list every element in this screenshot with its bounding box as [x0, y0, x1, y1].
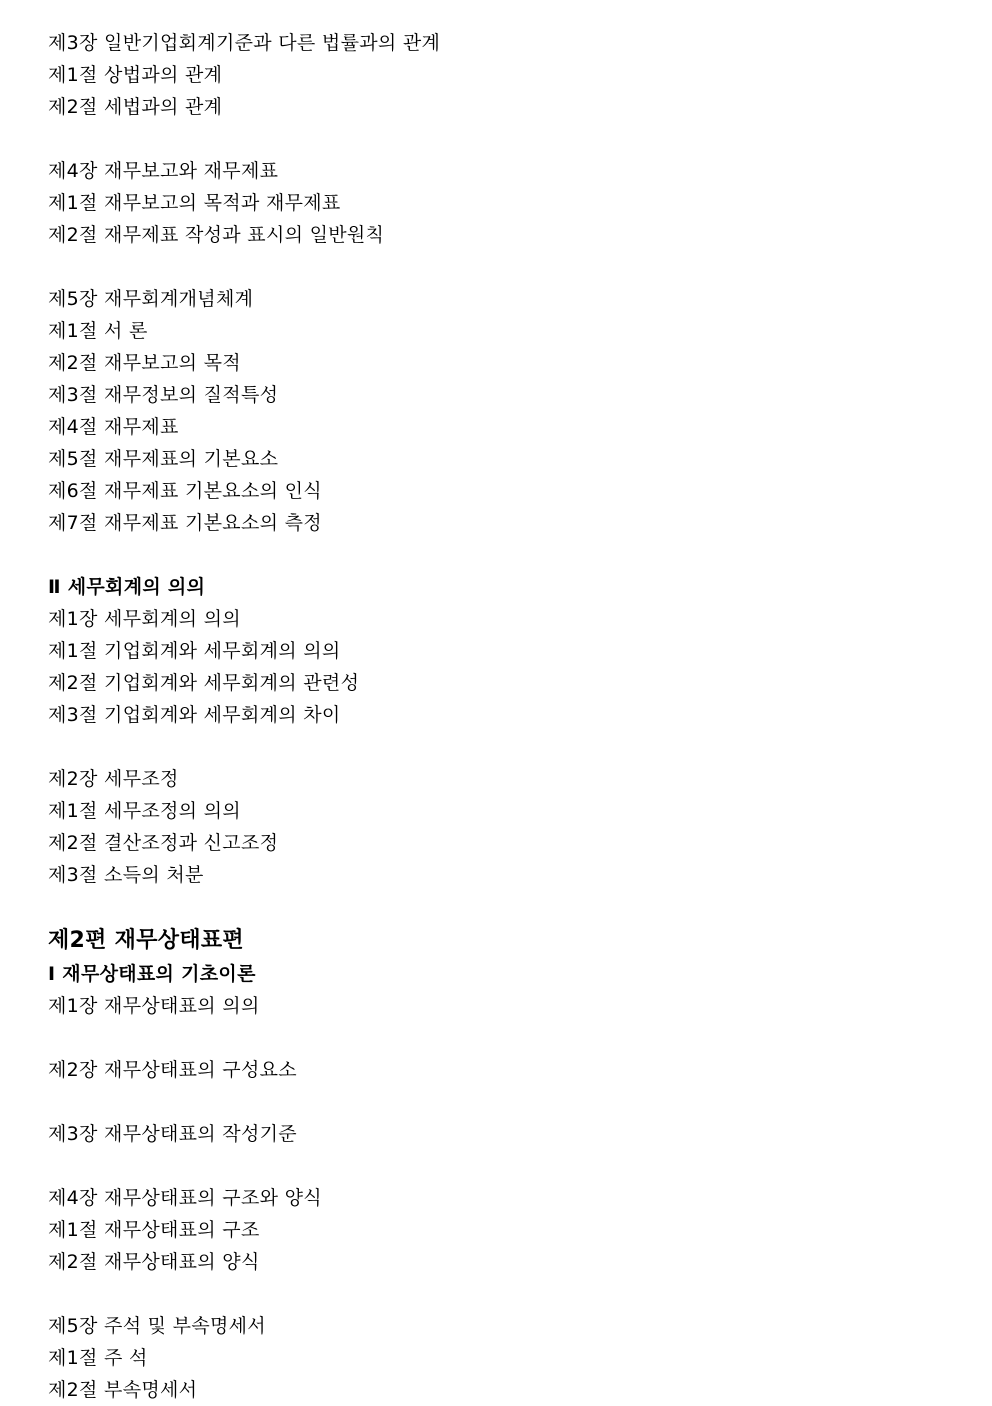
toc-entry: 제2절 재무제표 작성과 표시의 일반원칙	[48, 224, 385, 246]
toc-entry: 제3장 재무상태표의 작성기준	[48, 1123, 297, 1145]
toc-entry: 제3절 재무정보의 질적특성	[48, 384, 279, 406]
toc-entry: 제2절 재무상태표의 양식	[48, 1251, 260, 1273]
toc-entry: 제6절 재무제표 기본요소의 인식	[48, 480, 322, 502]
part-heading: 제2편 재무상태표편	[48, 928, 244, 953]
toc-entry: 제1장 세무회계의 의의	[48, 608, 241, 630]
blank-line	[48, 123, 948, 155]
toc-entry: 제3장 일반기업회계기준과 다른 법률과의 관계	[48, 32, 441, 54]
toc-entry: 제5절 재무제표의 기본요소	[48, 448, 279, 470]
toc-entry: 제1절 재무상태표의 구조	[48, 1219, 260, 1241]
toc-entry: 제5장 주석 및 부속명세서	[48, 1315, 266, 1337]
blank-line	[48, 1150, 948, 1182]
toc-entry: 제2절 재무보고의 목적	[48, 352, 241, 374]
blank-line	[48, 1086, 948, 1118]
toc-entry: 제1절 주 석	[48, 1347, 148, 1369]
toc-entry: 제5장 재무회계개념체계	[48, 288, 254, 310]
toc-entry: 제3절 소득의 처분	[48, 864, 204, 886]
toc-entry: 제3절 기업회계와 세무회계의 차이	[48, 704, 341, 726]
toc-entry: 제1절 상법과의 관계	[48, 64, 223, 86]
section-heading: Ⅱ 세무회계의 의의	[48, 576, 206, 598]
toc-entry: 제4절 재무제표	[48, 416, 179, 438]
toc-entry: 제7절 재무제표 기본요소의 측정	[48, 512, 322, 534]
section-heading: Ⅰ 재무상태표의 기초이론	[48, 963, 256, 985]
toc-entry: 제1장 재무상태표의 의의	[48, 995, 260, 1017]
document-page	[48, 27, 948, 1406]
toc-entry: 제1절 세무조정의 의의	[48, 800, 241, 822]
blank-line	[48, 891, 948, 923]
toc-entry: 제2절 세법과의 관계	[48, 96, 223, 118]
blank-line	[48, 251, 948, 283]
blank-line	[48, 1022, 948, 1054]
toc-entry: 제2절 결산조정과 신고조정	[48, 832, 279, 854]
toc-entry: 제4장 재무상태표의 구조와 양식	[48, 1187, 322, 1209]
toc-entry: 제1절 재무보고의 목적과 재무제표	[48, 192, 341, 214]
toc-entry: 제2장 세무조정	[48, 768, 179, 790]
toc-entry: 제2절 기업회계와 세무회계의 관련성	[48, 672, 360, 694]
blank-line	[48, 731, 948, 763]
toc-entry: 제1절 기업회계와 세무회계의 의의	[48, 640, 341, 662]
toc-entry: 제1절 서 론	[48, 320, 148, 342]
toc-entry: 제4장 재무보고와 재무제표	[48, 160, 279, 182]
blank-line	[48, 539, 948, 571]
toc-entry: 제2장 재무상태표의 구성요소	[48, 1059, 297, 1081]
toc-entry: 제2절 부속명세서	[48, 1379, 198, 1401]
blank-line	[48, 1278, 948, 1310]
